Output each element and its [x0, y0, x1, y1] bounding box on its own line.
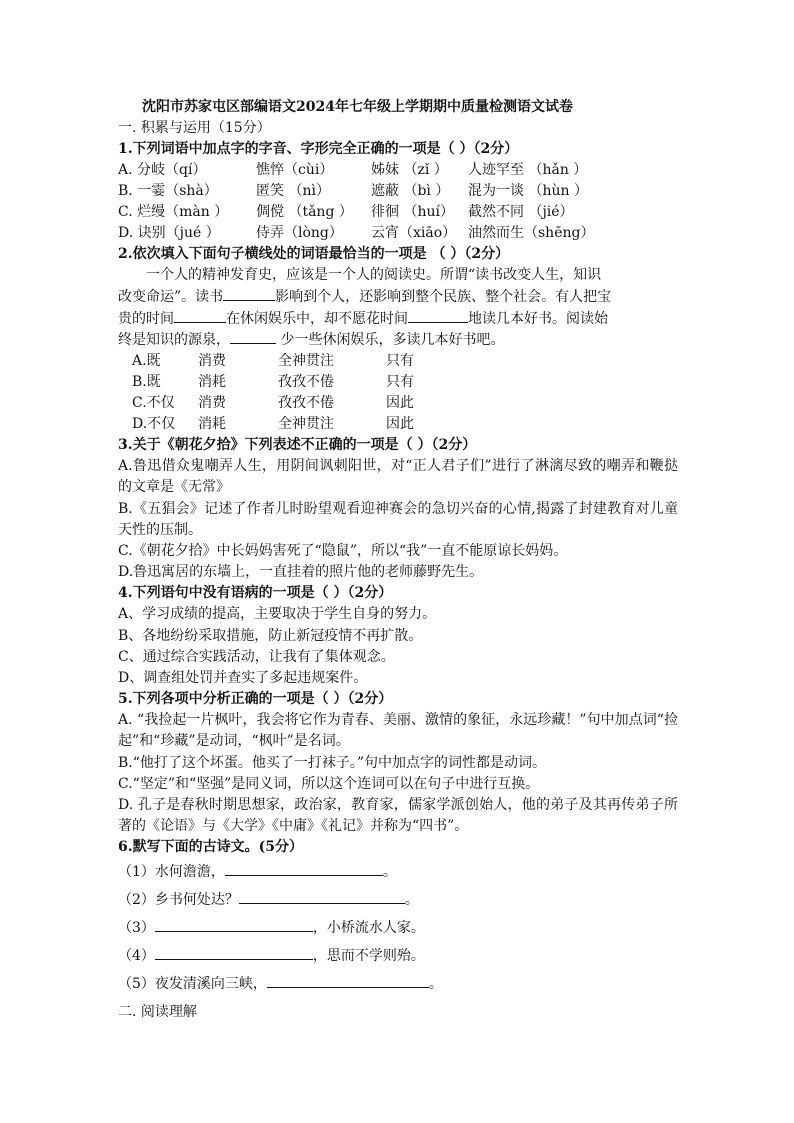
question-2-passage: [118, 265, 678, 351]
option-word: 遮蔽 （bì ）: [371, 183, 450, 199]
question-4-option-c: C、通过综合实践活动，让我有了集体观念。: [118, 648, 395, 665]
poem-text: （2）乡书何处达？: [118, 892, 239, 909]
question-2-option-a: [118, 351, 678, 372]
option-word: 截然不同 （jié）: [468, 204, 574, 220]
option-word: C.不仅: [132, 395, 175, 412]
question-3-option-c: C.《朝花夕拾》中长妈妈害死了“隐鼠”，所以“我”一直不能原谅长妈妈。: [118, 543, 568, 559]
option-word: C. 烂缦（màn ）: [118, 204, 229, 220]
exam-page: [118, 96, 678, 1023]
question-3-option-d: D.鲁迅寓居的东墙上，一直挂着的照片他的老师藤野先生。: [118, 564, 484, 581]
option-word: 消费: [198, 395, 226, 412]
option-word: B. 一霎（shà）: [118, 183, 218, 199]
question-2-option-c: [118, 393, 678, 414]
option-word: 全神贯注: [278, 353, 334, 370]
question-3-option-a: A.鲁迅借众鬼嘲弄人生，用阴间讽刺阳世，对“正人君子们”进行了淋漓尽致的嘲弄和鞭挞的文章是《无常》: [118, 458, 678, 496]
option-word: 因此: [386, 416, 414, 433]
option-word: 只有: [386, 353, 414, 370]
question-5-option-a: A. “我捡起一片枫叶，我会将它作为青春、美丽、激情的象征，永远珍藏！”句中加点词“捡起”和“珍藏”是动词，“枫叶”是名词。: [118, 712, 678, 750]
option-word: 只有: [386, 374, 414, 391]
question-4-option-d: D、调查组处罚并查实了多起违规案件。: [118, 670, 368, 687]
poem-line-3: [118, 914, 678, 942]
passage-line: [118, 286, 678, 308]
question-4-option-b: B、各地纷纷采取措施，防止新冠疫情不再扩散。: [118, 627, 423, 644]
poem-text: （1）水何澹澹，: [118, 864, 225, 881]
question-5-option-b: B.“他打了这个坏蛋。他买了一打袜子。”句中加点字的词性都是动词。: [118, 754, 547, 771]
fill-blank[interactable]: [174, 308, 226, 323]
poem-text: ，小桥流水人家。: [312, 920, 425, 937]
passage-line: 一个人的精神发育史，应该是一个人的阅读史。所谓“读书改变人生，知识: [146, 267, 602, 283]
fill-blank[interactable]: [230, 329, 276, 344]
passage-line: [118, 308, 678, 330]
option-word: 油然而生（shēng）: [468, 225, 595, 241]
poem-text: 。: [428, 976, 443, 993]
poem-line-4: [118, 942, 678, 970]
option-word: 侍弄（lòng）: [256, 225, 343, 241]
fill-blank[interactable]: [155, 945, 313, 960]
option-word: 混为一谈 （hùn ）: [468, 183, 588, 199]
option-word: 因此: [386, 395, 414, 412]
passage-text: 贵的时间: [118, 310, 174, 327]
question-3-stem: 3.关于《朝花夕拾》下列表述不正确的一项是（ ）（2分）: [118, 437, 477, 454]
question-1-option-b: [118, 181, 678, 202]
option-word: 云宵（xiāo）: [371, 225, 457, 241]
option-word: D. 诀别（jué ）: [118, 225, 220, 241]
question-5-stem: 5.下列各项中分析正确的一项是（ ）（2分）: [118, 691, 393, 708]
option-word: 憔悴（cùi）: [256, 162, 334, 178]
question-1-option-d: [118, 223, 678, 244]
fill-blank[interactable]: [155, 917, 313, 932]
option-word: D.不仅: [132, 416, 176, 433]
question-6-stem: 6.默写下面的古诗文。(5分）: [118, 839, 303, 856]
option-word: 消费: [198, 353, 226, 370]
question-3-option-b: B.《五猖会》记述了作者儿时盼望观看迎神赛会的急切兴奋的心情,揭露了封建教育对儿童天性的压制。: [118, 500, 678, 538]
exam-title: 沈阳市苏家屯区部编语文2024年七年级上学期期中质量检测语文试卷: [142, 99, 573, 115]
poem-text: （5）夜发清溪向三峡，: [118, 976, 267, 993]
option-word: A.既: [132, 353, 161, 370]
option-word: 姊妹 （zǐ ）: [371, 162, 448, 178]
fill-blank[interactable]: [239, 889, 405, 904]
question-2-option-b: [118, 372, 678, 393]
fill-blank[interactable]: [225, 861, 383, 876]
passage-text: 在休闲娱乐中，却不愿花时间: [226, 310, 408, 327]
fill-blank[interactable]: [267, 973, 429, 988]
question-4-stem: 4.下列语句中没有语病的一项是（ ）（2分）: [118, 585, 393, 602]
passage-text: 影响到个人，还影响到整个民族、整个社会。有人把宝: [275, 288, 612, 305]
poem-text: ，思而不学则殆。: [312, 948, 425, 965]
passage-text: 地读几本好书。阅读始: [468, 310, 608, 327]
option-word: A. 分岐（qí）: [118, 162, 207, 178]
passage-text: 终是知识的源泉，: [118, 332, 230, 349]
question-5-option-c: C.“坚定”和“坚强”是同义词，所以这个连词可以在句子中进行互换。: [118, 775, 540, 792]
question-1-option-a: [118, 160, 678, 181]
question-2-stem: 2.依次填入下面句子横线处的词语最恰当的一项是 （ ）（2分）: [118, 246, 510, 262]
fill-blank[interactable]: [223, 286, 275, 301]
option-word: 消耗: [198, 374, 226, 391]
poem-line-5: [118, 970, 678, 998]
option-word: 全神贯注: [278, 416, 334, 433]
question-5-option-d: D. 孔子是春秋时期思想家，政治家，教育家，儒家学派创始人，他的弟子及其再传弟子所著的《论语》与《大学》《中庸》《礼记》并称为“四书”。: [118, 797, 678, 835]
section-1-heading: 一. 积累与运用（15分）: [118, 120, 271, 136]
passage-text: 少一些休闲娱乐，多读几本好书吧。: [276, 332, 505, 349]
option-word: 人迹罕至 （hǎn ）: [468, 162, 588, 178]
option-word: 匿笑 （nì）: [256, 183, 330, 199]
passage-line: [118, 329, 678, 351]
question-1-stem: 1.下列词语中加点字的字音、字形完全正确的一项是（ ）（2分）: [118, 141, 519, 157]
option-word: 消耗: [198, 416, 226, 433]
poem-text: 。: [382, 864, 397, 881]
passage-text: 改变命运”。读书: [118, 288, 224, 305]
option-word: 倜傥 （tǎng ）: [256, 204, 353, 220]
question-1-option-c: [118, 202, 678, 223]
question-4-option-a: A、学习成绩的提高，主要取决于学生自身的努力。: [118, 606, 437, 623]
option-word: B.既: [132, 374, 161, 391]
option-word: 孜孜不倦: [278, 374, 334, 391]
poem-text: （3）: [118, 920, 155, 937]
fill-blank[interactable]: [408, 308, 468, 323]
poem-line-2: [118, 886, 678, 914]
section-2-heading: 二. 阅读理解: [118, 1004, 197, 1021]
poem-text: 。: [404, 892, 419, 909]
option-word: 徘徊 （huí）: [371, 204, 454, 220]
option-word: 孜孜不倦: [278, 395, 334, 412]
question-2-option-d: [118, 414, 678, 435]
poem-line-1: [118, 858, 678, 886]
poem-text: （4）: [118, 948, 155, 965]
